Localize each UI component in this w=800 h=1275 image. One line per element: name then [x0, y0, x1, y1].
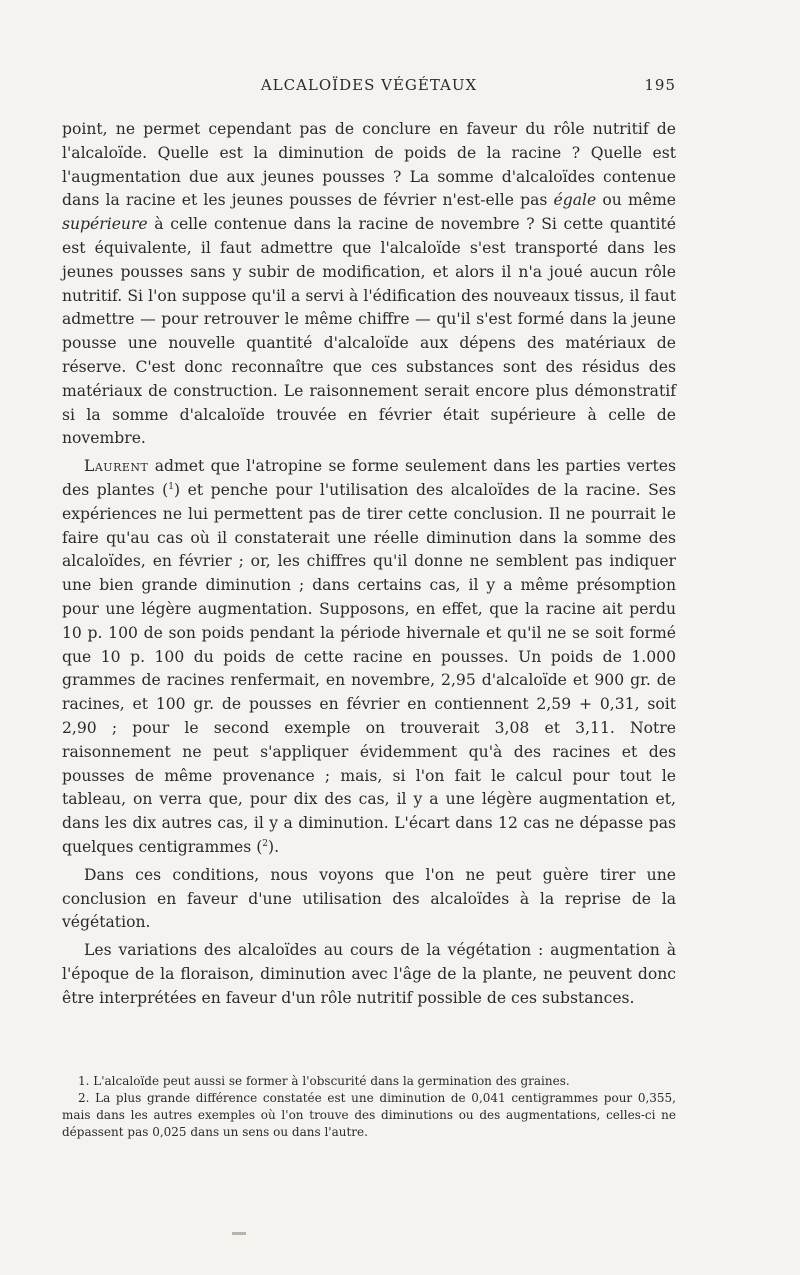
footnote-ref-1[interactable]: 1 — [168, 481, 174, 492]
running-title: ALCALOÏDES VÉGÉTAUX — [260, 76, 478, 94]
body-text — [62, 118, 676, 1010]
paragraph-3: Dans ces conditions, nous voyons que l'on ne peut guère tirer une conclusion en faveur d'une utilisation des alcaloïdes à la reprise de la végétation. — [62, 865, 676, 932]
footnote-1: 1. L'alcaloïde peut aussi se former à l'obscurité dans la germination des graines. — [78, 1074, 570, 1088]
smudge-mark — [232, 1232, 246, 1235]
footnote-ref-2[interactable]: 2 — [262, 838, 269, 849]
author-name: Laurent — [84, 457, 149, 476]
paragraph-4: Les variations des alcaloïdes au cours de la végétation : augmentation à l'époque de la floraison, diminution avec l'âge de la plante, ne peuvent donc être interprétées en faveur d'un rôle nutritif possible de ces substances. — [62, 941, 676, 1007]
running-header — [62, 70, 676, 100]
emphasis-superieure: supérieure — [62, 215, 148, 234]
page-number: 195 — [644, 76, 676, 94]
emphasis-egale: égale — [553, 191, 597, 210]
paragraph-1: point, ne permet cependant pas de conclure en faveur du rôle nutritif de l'alcaloïde. Quelle est la diminution de poids de la racine ? Quelle est l'augmentation due aux jeunes pousses ? La somme d'alcaloïdes contenue dans la racine et les jeunes pousses de février n'est-elle pas égale ou même supérieure à celle contenue dans la racine de novembre ? Si cette quantité est équivalente, il faut admettre que l'alcaloïde s'est transporté dans les jeunes pousses sans y subir de modification, et alors il n'a joué aucun rôle nutritif. Si l'on suppose qu'il a servi à l'édification des nouveaux tissus, il faut admettre — pour retrouver le même chiffre — qu'il s'est formé dans la jeune pousse une nouvelle quantité d'alcaloïde aux dépens des matériaux de réserve. C'est donc reconnaître que ces substances sont des résidus des matériaux de construction. Le raisonnement serait encore plus démonstratif si la somme d'alcaloïde trouvée en février était supérieure à celle de novembre. — [62, 120, 676, 448]
page — [62, 70, 676, 1014]
footnotes — [62, 1073, 676, 1141]
footnote-2: 2. La plus grande différence constatée est une diminution de 0,041 centigrammes pour 0,355, mais dans les autres exemples où l'on trouve des diminutions ou des augmentations, celles-ci ne dépassent pas 0,025 dans un sens ou dans l'autre. — [62, 1091, 676, 1139]
paragraph-2: Laurent admet que l'atropine se forme seulement dans les parties vertes des plantes ($^1$) et penche pour l'utilisation des alcaloïdes de la racine. Ses expériences ne lui permettent pas de tirer cette conclusion. Il ne pourrait le faire qu'au cas où il constaterait une réelle diminution dans la somme des alcaloïdes, en février ; or, les chiffres qu'il donne ne semblent pas indiquer une bien grande diminution ; dans certains cas, il y a même présomption pour une légère augmentation. Supposons, en effet, que la racine ait perdu 10 p. 100 de son poids pendant la période hivernale et qu'il ne se soit formé que 10 p. 100 du poids de cette racine en pousses. Un poids de 1.000 grammes de racines renfermait, en novembre, 2,95 d'alcaloïde et 900 gr. de racines, et 100 gr. de pousses en février en contiennent 2,59 + 0,31, soit 2,90 ; pour le second exemple on trouverait 3,08 et 3,11. Notre raisonnement ne peut s'appliquer évidemment qu'à des racines et des pousses de même provenance ; mais, si l'on fait le calcul pour tout le tableau, on verra que, pour dix des cas, il y a une légère augmentation et, dans les dix autres cas, il y a diminution. L'écart dans 12 cas ne dépasse pas quelques centigrammes ($^2$). — [62, 457, 676, 856]
